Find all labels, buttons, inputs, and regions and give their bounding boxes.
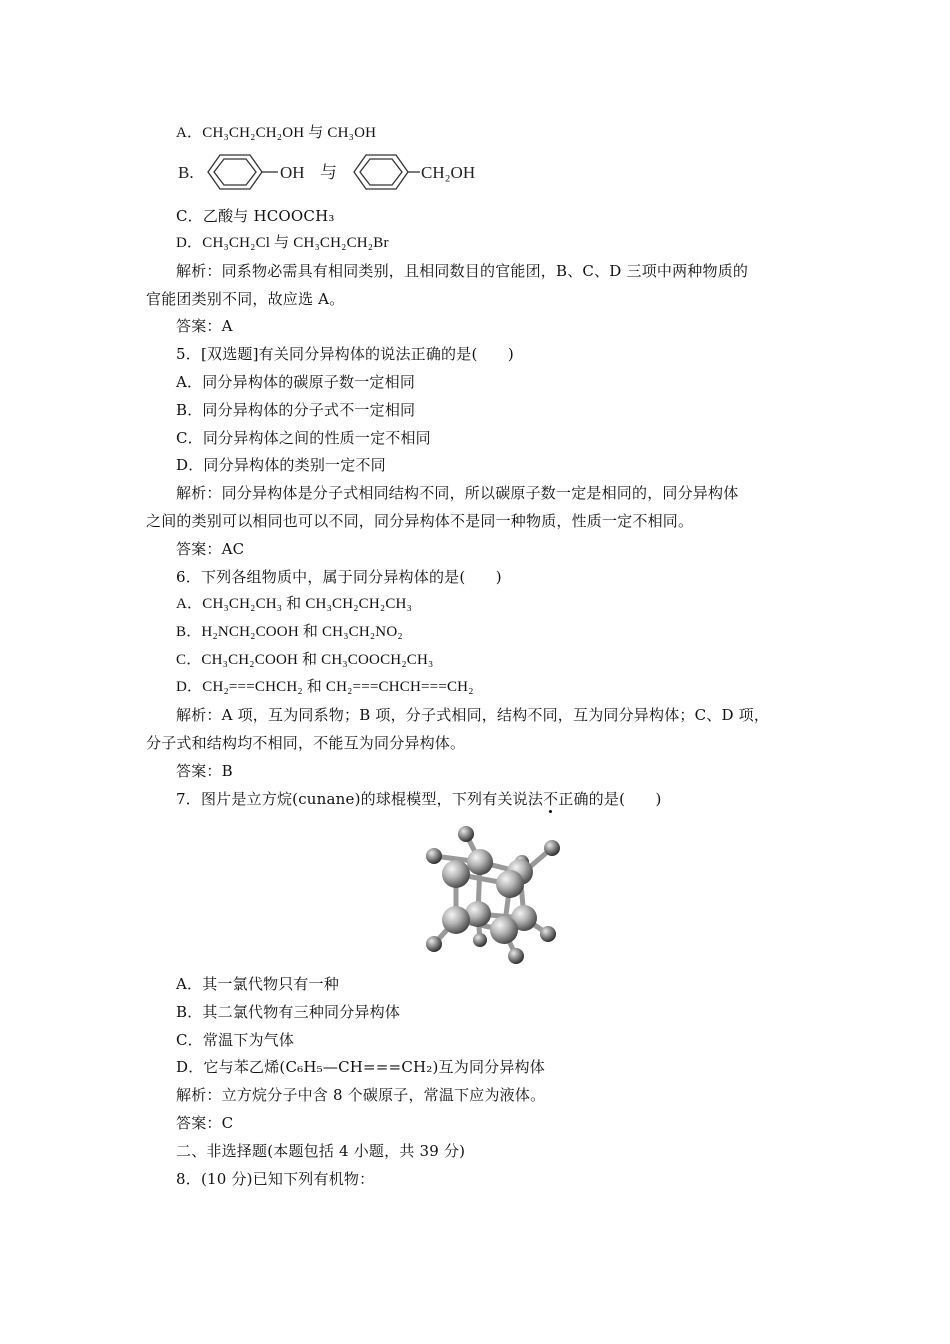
section-two-heading: 二、非选择题(本题包括 4 小题，共 39 分) bbox=[176, 1142, 466, 1160]
q4-option-a-text: CH₃CH₂CH₂OH 与 CH₃OH bbox=[202, 125, 377, 141]
q4-option-d-text: CH₃CH₂Cl 与 CH₃CH₂CH₂Br bbox=[202, 235, 389, 251]
q4-option-d-label: D． bbox=[176, 235, 203, 251]
q4-option-c-label: C． bbox=[176, 207, 203, 225]
q4-option-c bbox=[176, 206, 335, 226]
benzene-ring-right bbox=[354, 155, 420, 189]
q7-option-c: C．常温下为气体 bbox=[176, 1031, 295, 1049]
q8-stem: 8．(10 分)已知下列有机物： bbox=[176, 1170, 375, 1188]
q7-option-b: B．其二氯代物有三种同分异构体 bbox=[176, 1003, 401, 1021]
q4-option-a-label: A． bbox=[176, 125, 203, 141]
q7-answer: 答案：C bbox=[176, 1114, 234, 1132]
q6-analysis-line1: 解析：A 项，互为同系物；B 项，分子式相同，结构不同，互为同分异构体；C、D 项， bbox=[176, 706, 770, 724]
q6-answer: 答案：B bbox=[176, 762, 233, 780]
q6-option-b: B．H₂NCH₂COOH 和 CH₃CH₂NO₂ bbox=[176, 624, 403, 640]
q7-stem-post: 正确的是( ) bbox=[558, 790, 662, 808]
q7-stem bbox=[176, 789, 662, 809]
q4-option-d bbox=[176, 233, 389, 253]
q6-analysis-line2: 分子式和结构均不相同，不能互为同分异构体。 bbox=[146, 734, 466, 752]
q7-option-d: D．它与苯乙烯(C₆H₅—CH===CH₂)互为同分异构体 bbox=[176, 1058, 545, 1076]
q4-option-b-label: B. bbox=[178, 163, 194, 182]
q5-option-b: B．同分异构体的分子式不一定相同 bbox=[176, 401, 416, 419]
q5-option-a: A．同分异构体的碳原子数一定相同 bbox=[176, 373, 416, 391]
q5-answer: 答案：AC bbox=[176, 540, 245, 558]
q5-option-d: D．同分异构体的类别一定不同 bbox=[176, 456, 386, 474]
q5-option-c: C．同分异构体之间的性质一定不相同 bbox=[176, 429, 431, 447]
q4-option-c-text: 乙酸与 HCOOCH₃ bbox=[202, 207, 335, 225]
q4-option-b-right-group: CH₂OH bbox=[421, 163, 476, 182]
q7-stem-pre: 7．图片是立方烷(cunane)的球棍模型，下列有关说法 bbox=[176, 790, 544, 808]
q4-option-b-mid: 与 bbox=[320, 163, 337, 182]
q4-option-b-left-group: OH bbox=[280, 163, 305, 182]
q6-option-d: D．CH₂===CHCH₂ 和 CH₂===CHCH===CH₂ bbox=[176, 679, 474, 695]
hydrogen-atoms bbox=[426, 826, 560, 964]
q7-stem-emphasis: 不 bbox=[543, 790, 559, 808]
q6-option-c: C．CH₃CH₂COOH 和 CH₃COOCH₂CH₃ bbox=[176, 652, 434, 668]
q5-analysis-line2: 之间的类别可以相同也可以不同，同分异构体不是同一种物质，性质一定不相同。 bbox=[146, 512, 694, 530]
q4-option-a bbox=[176, 123, 376, 143]
q7-option-a: A．其一氯代物只有一种 bbox=[176, 975, 340, 993]
benzene-ring-left bbox=[208, 155, 278, 189]
cubane-ball-stick-model bbox=[418, 822, 568, 970]
q7-analysis: 解析：立方烷分子中含 8 个碳原子，常温下应为液体。 bbox=[176, 1086, 546, 1104]
q6-option-a: A．CH₃CH₂CH₃ 和 CH₃CH₂CH₂CH₃ bbox=[176, 596, 413, 612]
q4-analysis-line1: 解析：同系物必需具有相同类别，且相同数目的官能团，B、C、D 三项中两种物质的 bbox=[176, 262, 749, 280]
q5-analysis-line1: 解析：同分异构体是分子式相同结构不同，所以碳原子数一定是相同的，同分异构体 bbox=[176, 484, 739, 502]
q5-stem: 5．[双选题]有关同分异构体的说法正确的是( ) bbox=[176, 345, 514, 363]
q4-answer: 答案：A bbox=[176, 317, 233, 335]
q6-stem: 6．下列各组物质中，属于同分异构体的是( ) bbox=[176, 568, 502, 586]
q4-option-b-structures bbox=[174, 150, 494, 194]
q4-analysis-line2: 官能团类别不同，故应选 A。 bbox=[146, 290, 345, 308]
